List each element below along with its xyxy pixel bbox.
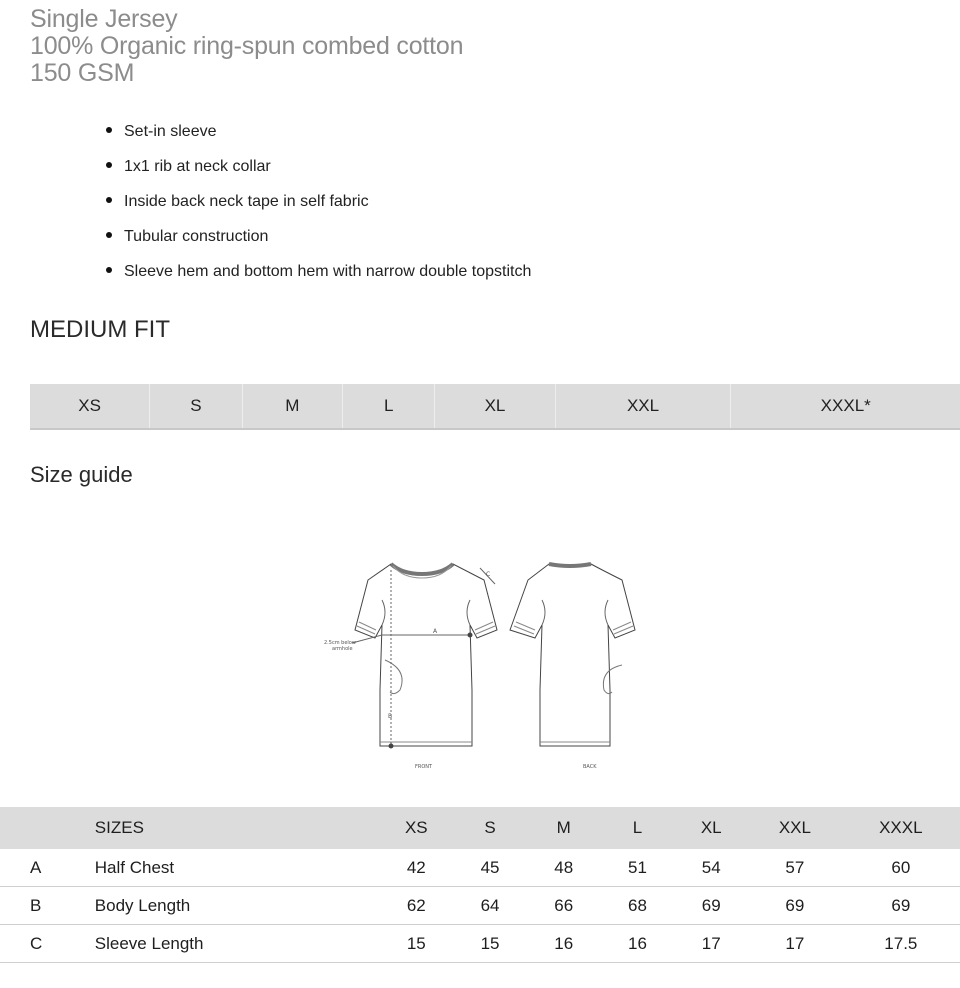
table-cell: 66 [527,887,601,925]
back-label: BACK [583,764,597,770]
size-xl: XL [435,384,555,428]
header-size: XXXL [879,818,923,837]
front-label: FRONT [415,764,433,770]
header-blank [0,807,95,849]
table-cell: 57 [748,849,842,887]
measure-a-label: A [433,628,438,635]
table-row [0,849,960,887]
fit-heading: MEDIUM FIT [30,316,170,343]
bullet-icon [106,232,112,238]
row-letter: A [0,849,95,887]
note-line-2: armhole [332,646,353,652]
fabric-weight: 150 GSM [30,59,135,87]
header-size: S [484,818,496,837]
table-cell: 60 [842,849,960,887]
size-xxxl: XXXL* [820,396,871,415]
table-cell: 16 [601,925,675,963]
feature-list [106,114,531,289]
header-size: XS [404,818,428,837]
measure-b-label: B [388,713,393,720]
header-size: XXL [778,818,811,837]
size-l: L [343,384,435,428]
table-cell: 17 [748,925,842,963]
table-cell: 45 [453,849,527,887]
tshirt-measurement-diagram [300,540,680,780]
feature-text: Set-in sleeve [124,122,217,140]
feature-item [106,254,531,289]
table-cell: 15 [379,925,453,963]
header-size: M [556,818,571,837]
table-cell: 68 [601,887,675,925]
note-line-1: 2.5cm below [324,640,356,646]
header-sizes: SIZES [94,818,144,837]
table-header-row [0,807,960,849]
front-tshirt-drawing [352,564,497,748]
table-cell: 42 [379,849,453,887]
table-cell: 17 [674,925,748,963]
table-cell: 15 [453,925,527,963]
feature-text: Tubular construction [124,227,269,245]
fabric-spec [30,6,463,87]
table-cell: 16 [527,925,601,963]
table-cell: 54 [674,849,748,887]
feature-item [106,219,531,254]
feature-text: Inside back neck tape in self fabric [124,192,369,210]
size-guide-heading: Size guide [30,462,133,487]
row-label: Body Length [95,887,380,925]
size-xxl: XXL [556,384,732,428]
table-cell: 64 [453,887,527,925]
row-label: Sleeve Length [95,925,380,963]
feature-text: Sleeve hem and bottom hem with narrow double topstitch [124,262,532,280]
header-size: L [632,818,643,837]
measure-c-label: C [486,571,491,578]
available-sizes-bar [30,384,960,430]
row-label: Half Chest [95,849,380,887]
back-tshirt-drawing [510,564,635,746]
table-cell: 48 [527,849,601,887]
row-letter: C [0,925,95,963]
table-cell: 51 [601,849,675,887]
size-m: M [243,384,343,428]
fabric-composition: 100% Organic ring-spun combed cotton [30,32,464,60]
table-row [0,887,960,925]
feature-item [106,114,531,149]
bullet-icon [106,197,112,203]
size-s: S [150,384,242,428]
table-row [0,925,960,963]
header-size: XL [700,818,722,837]
fabric-type: Single Jersey [30,5,178,33]
row-letter: B [0,887,95,925]
feature-item [106,184,531,219]
table-cell: 69 [674,887,748,925]
bullet-icon [106,162,112,168]
table-cell: 17.5 [842,925,960,963]
feature-text: 1x1 rib at neck collar [124,157,271,175]
feature-item [106,149,531,184]
table-cell: 69 [842,887,960,925]
size-xs: XS [30,384,150,428]
size-guide-table [0,807,960,963]
table-cell: 69 [748,887,842,925]
table-cell: 62 [379,887,453,925]
bullet-icon [106,127,112,133]
bullet-icon [106,267,112,273]
